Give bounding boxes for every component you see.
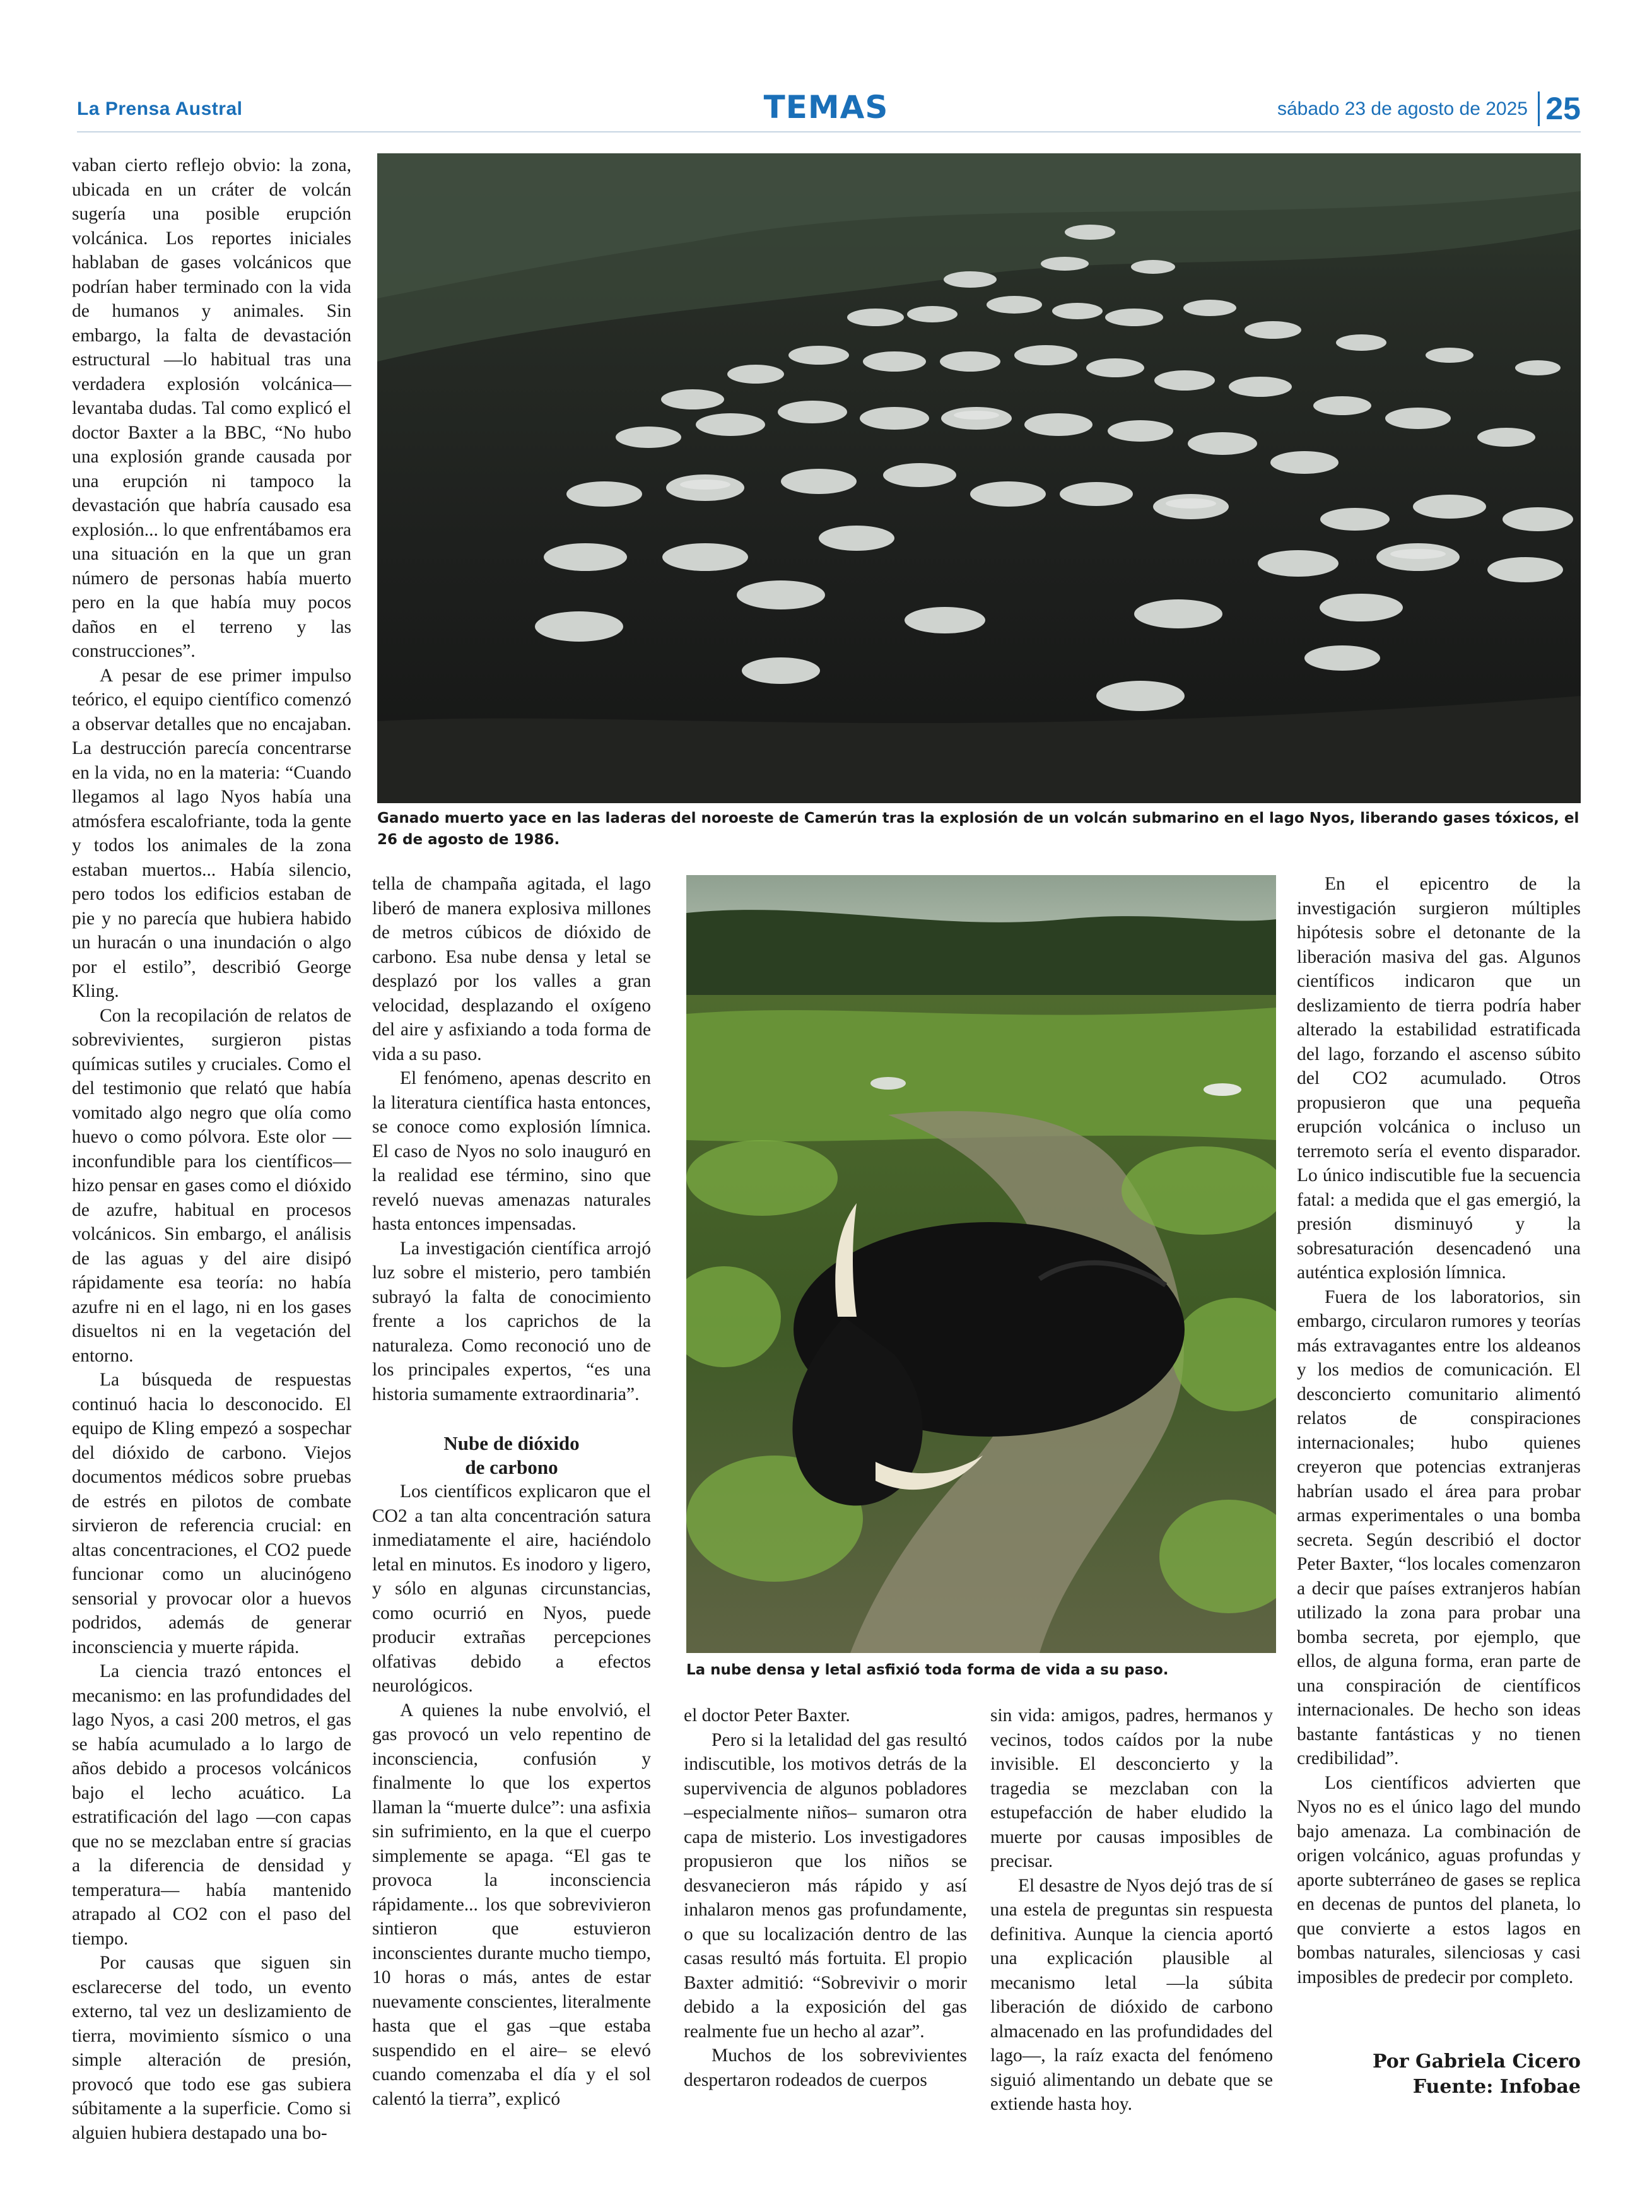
header-rule [77, 131, 1581, 132]
paragraph: sin vida: amigos, padres, hermanos y vecinos, todos caídos por la nube invisible. El desconcierto y la tragedia se mezclaban con la estupefacción de haber eludido la muerte por causas imposibles de precisar. [990, 1705, 1273, 1871]
paragraph: tella de champaña agitada, el lago liberó de manera explosiva millones de metros cúbicos de dióxido de carbono. Esa nube densa y letal se desplazó por los valles a gran velocidad, desplazando el oxígeno del aire y asfixiando a toda forma de vida a su paso. [372, 874, 651, 1064]
paragraph: Los científicos explicaron que el CO2 a tan alta concentración satura inmediatamente el aire, haciéndolo letal en minutos. Es inodoro y ligero, y sólo en algunas circunstancias, como ocurrió en Nyos, puede producir extrañas percepciones olfativas debido a efectos neurológicos. [372, 1481, 651, 1696]
paragraph: El desastre de Nyos dejó tras de sí una estela de preguntas sin respuesta definitiva. Aunque la ciencia aportó una explicación plausible al mecanismo letal —la súbita liberación de dióxido de carbono almacenado en las profundidades del lago—, la raíz exacta del fenómeno siguió alimentando un debate que se extiende hasta hoy. [990, 1875, 1273, 2114]
photo-caption-bull: La nube densa y letal asfixió toda forma de vida a su paso. [686, 1662, 1169, 1678]
paragraph: A quienes la nube envolvió, el gas provocó un velo repentino de inconsciencia, confusión y finalmente lo que los expertos llaman la “muerte dulce”: una asfixia sin sufrimiento, en la que el cuerpo simplemente se apaga. “El gas te provoca la inconsciencia rápidamente... los que sobrevivieron sintieron que estuvieron inconscientes durante mucho tiempo, 10 horas o más, antes de estar nuevamente conscientes, literalmente hasta que el gas –que estaba suspendido en el aire– se elevó cuando comenzaba el día y el sol calentó la tierra”, explicó [372, 1700, 651, 2109]
paragraph: Con la recopilación de relatos de sobrevivientes, surgieron pistas químicas sutiles y cruciales. Como el del testimonio que relató que había vomitado algo negro que olía como huevo o como pólvora. Este olor —inconfundible para los científicos— hizo pensar en gases como el dióxido de azufre, habitual en procesos volcánicos. Sin embargo, el análisis de las aguas y del aire disipó rápidamente esa teoría: no había azufre ni en el lago, ni en los gases disueltos ni en la vegetación del entorno. [72, 1005, 351, 1366]
byline [1297, 2049, 1581, 2106]
article-column-2 [372, 872, 651, 2178]
paragraph: el doctor Peter Baxter. [684, 1705, 850, 1726]
byline-source: Fuente: Infobae [1412, 2076, 1581, 2098]
subheading-line: de carbono [465, 1456, 558, 1478]
paragraph: Muchos de los sobrevivientes despertaron rodeados de cuerpos [684, 2045, 967, 2090]
article-column-1 [72, 153, 351, 2179]
article-column-5 [1297, 872, 1581, 2045]
paragraph: La ciencia trazó entonces el mecanismo: en las profundidades del lago Nyos, a casi 200 metros, el gas se había acumulado a lo largo de años debido a procesos volcánicos bajo el lecho acuático. La estratificación del lago —con capas que no se mezclaban entre sí gracias a la diferencia de densidad y temperatura— había mantenido atrapado al CO2 con el paso del tiempo. [72, 1661, 351, 1949]
photo-dead-bull [686, 875, 1276, 1653]
header-separator [1538, 91, 1540, 126]
page-number: 25 [1545, 91, 1581, 126]
paragraph: El fenómeno, apenas descrito en la literatura científica hasta entonces, se conoce como explosión límnica. El caso de Nyos no solo inauguró en la realidad ese término, sino que reveló nuevas amenazas naturales hasta entonces impensadas. [372, 1068, 651, 1234]
paragraph: Los científicos advierten que Nyos no es el único lago del mundo bajo amenaza. La combinación de origen volcánico, aguas profundas y aporte subterráneo de gases se replica en decenas de puntos del planeta, lo que convierte a estos lagos en bombas naturales, silenciosas y casi imposibles de predecir por completo. [1297, 1772, 1581, 1987]
subheading-line: Nube de dióxido [443, 1432, 580, 1454]
paragraph: Pero si la letalidad del gas resultó indiscutible, los motivos detrás de la supervivencia de algunos pobladores –especialmente niños– sumaron otra capa de misterio. Los investigadores propusieron que los niños se desvanecieron más rápido y así inhalaron menos gas profundamente, o que su localización dentro de las casas resultó más fortuita. El propio Baxter admitió: “Sobrevivir o morir debido a la exposición del gas realmente fue un hecho al azar”. [684, 1729, 967, 2042]
issue-date: sábado 23 de agosto de 2025 [1277, 98, 1528, 119]
article-column-3 [684, 1703, 967, 2179]
photo-caption-cattle: Ganado muerto yace en las laderas del noroeste de Camerún tras la explosión de un volcán submarino en el lago Nyos, liberando gases tóxicos, el 26 de agosto de 1986. [377, 810, 1579, 848]
article-column-4 [990, 1703, 1273, 2179]
section-title: TEMAS [763, 89, 889, 126]
photo-dead-cattle-slope [377, 153, 1581, 803]
paragraph: vaban cierto reflejo obvio: la zona, ubicada en un cráter de volcán sugería una posible erupción volcánica. Los reportes iniciales hablaban de gases volcánicos que podrían haber terminado con la vida de humanos y animales. Sin embargo, la falta de devastación estructural —lo habitual tras una verdadera explosión volcánica— levantaba dudas. Tal como explicó el doctor Baxter a la BBC, “No hubo una explosión grande causada por una erupción ni tampoco la devastación que habría causado esa explosión... lo que enfrentábamos era una situación en la que un gran número de personas había muerto pero en la que había muy pocos daños en el terreno y las construcciones”. [72, 155, 351, 661]
paragraph: Por causas que siguen sin esclarecerse del todo, un evento externo, tal vez un deslizamiento de tierra, movimiento sísmico o una simple alteración de presión, provocó que todo ese gas subiera súbitamente a la superficie. Como si alguien hubiera destapado una bo- [72, 1953, 351, 2143]
paragraph: La búsqueda de respuestas continuó hacia lo desconocido. El equipo de Kling empezó a sospechar del dióxido de carbono. Viejos documentos médicos sobre pruebas de estrés en pilotos de combate sirvieron de referencia crucial: en altas concentraciones, el CO2 puede funcionar como un alucinógeno sensorial y provocar olor a huevos podridos, además de generar inconsciencia y muerte rápida. [72, 1370, 351, 1657]
byline-author: Por Gabriela Cicero [1372, 2050, 1581, 2073]
paragraph: En el epicentro de la investigación surgieron múltiples hipótesis sobre el detonante de la liberación masiva del gas. Algunos científicos indicaron que un deslizamiento de tierra podría haber alterado la estabilidad estratificada del lago, forzando el ascenso súbito del CO2 acumulado. Otros propusieron que una pequeña erupción volcánica o incluso un terremoto sería el evento disparador. Lo único indiscutible fue la secuencia fatal: a medida que el gas emergió, la presión disminuyó y la sobresaturación desencadenó una auténtica explosión límnica. [1297, 874, 1581, 1283]
paragraph: La investigación científica arrojó luz sobre el misterio, pero también subrayó la falta de conocimiento frente a los caprichos de la naturaleza. Como reconoció uno de los principales expertos, “es una historia sumamente extraordinaria”. [372, 1238, 651, 1404]
newspaper-name: La Prensa Austral [77, 98, 243, 119]
section-subheading [372, 1432, 651, 1480]
paragraph: Fuera de los laboratorios, sin embargo, circularon rumores y teorías más extravagantes entre los aldeanos y los medios de comunicación. El desconcierto comunitario alimentó relatos de conspiraciones internacionales; hubo quienes creyeron que potencias extranjeras habrían usado el área para probar armas experimentales o una bomba secreta. Según describió el doctor Peter Baxter, “los locales comenzaron a decir que países extranjeros habían utilizado la zona para probar una bomba secreta, por ejemplo, que ellos, de alguna forma, eran parte de una conspiración de científicos internacionales. De hecho son ideas bastante fantásticas y no tienen credibilidad”. [1297, 1286, 1581, 1768]
paragraph: A pesar de ese primer impulso teórico, el equipo científico comenzó a observar detalles que no encajaban. La destrucción parecía concentrarse en la vida, no en la materia: “Cuando llegamos al lago Nyos había una atmósfera escalofriante, toda la gente y todos los animales de la zona estaban muertos... Había silencio, pero todos los edificios estaban de pie y no parecía que hubiera habido un huracán o una inundación o algo por el estilo”, describió George Kling. [72, 665, 351, 1001]
